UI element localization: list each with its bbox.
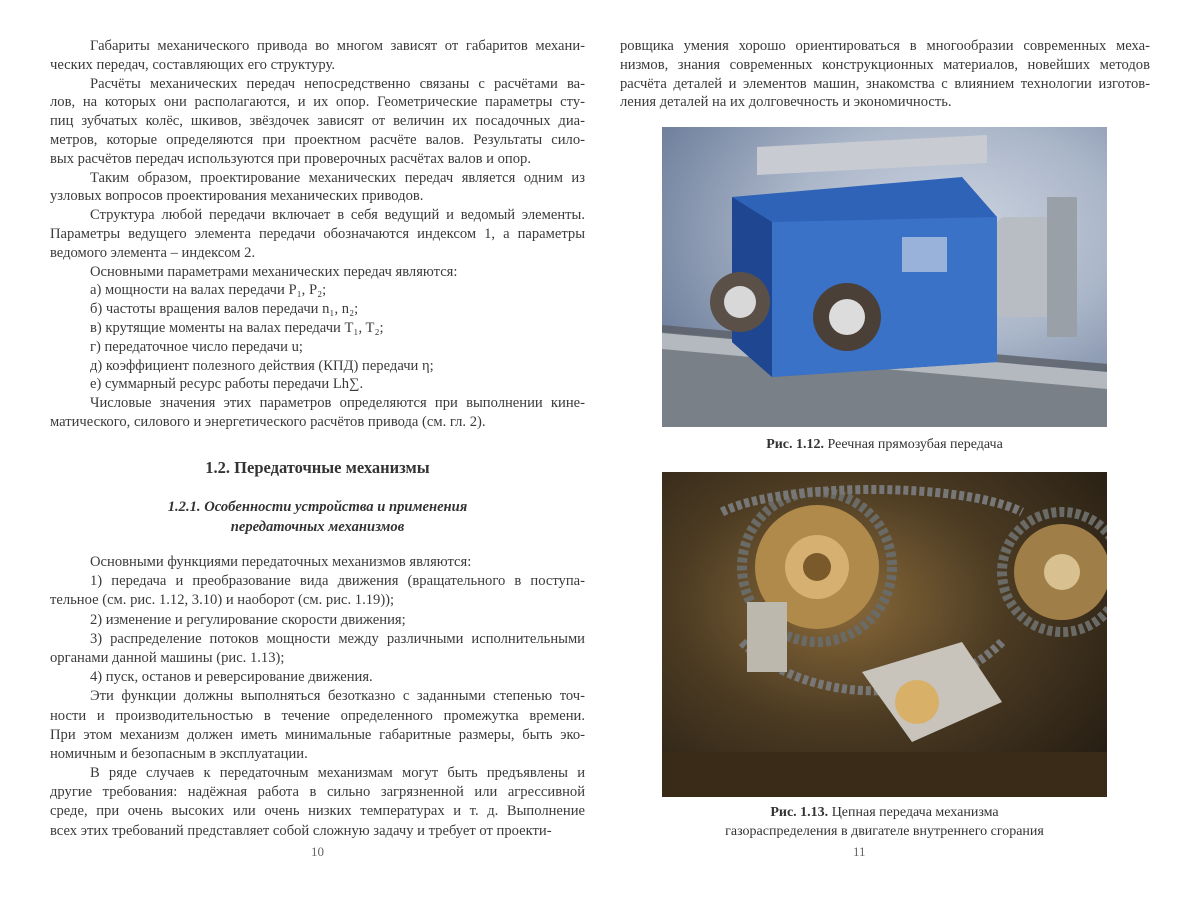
lower-text [50, 553, 585, 841]
text-line: ведомого элемента – индексом 2. [50, 244, 256, 261]
right-page [600, 0, 1200, 915]
text-line: е) суммарный ресурс работы передачи Lh∑. [90, 376, 364, 393]
figure-label: Рис. 1.13. [770, 805, 829, 820]
text-line: Основными функциями передаточных механизмов являются: [90, 554, 472, 570]
text-line: Расчёты механических передач непосредственно связаны с расчётами ва- [90, 75, 585, 92]
text-line: ровщика умения хорошо ориентироваться в многообразии современных меха- [620, 38, 1150, 54]
figure-caption-line2: газораспределения в двигателе внутреннего сгорания [725, 824, 1044, 839]
text-line: 1) передача и преобразование вида движения (вращательного в поступа- [90, 573, 585, 590]
text-line: Структура любой передачи включает в себя ведущий и ведомый элементы. [90, 207, 585, 224]
text-line: Таким образом, проектирование механических передач является одним из [90, 169, 585, 186]
text-line: расчёта деталей и элементов машин, знакомства с влиянием технологии изготов- [620, 75, 1150, 92]
text-line: всех этих требований представляет собой сложную задачу и требует от проекти- [50, 822, 552, 839]
text-line: Параметры ведущего элемента передачи обозначаются индексом 1, а параметры [50, 225, 585, 242]
figure-caption-line1 [662, 803, 1107, 822]
text-line: Основными параметрами механических передач являются: [90, 263, 458, 280]
subsection-heading [50, 497, 585, 537]
text-line: метров, которые определяются при проектном расчёте валов. Результаты сило- [50, 131, 585, 148]
rack-gear-photo [662, 127, 1107, 427]
text-line: д) коэффициент полезного действия (КПД) передачи η; [90, 357, 434, 374]
text-line: среде, при очень высоких или очень низких температурах и т. д. Выполнение [50, 803, 585, 820]
text-line: Габариты механического привода во многом зависят от габаритов механи- [90, 38, 585, 54]
section-heading: 1.2. Передаточные механизмы [205, 458, 430, 477]
text-line: ления деталей на их долговечность и экономичность. [620, 94, 952, 111]
upper-text [50, 37, 585, 432]
text-line: узловых вопросов проектирования механических приводов. [50, 188, 424, 205]
text-line: в) крутящие моменты на валах передачи T₁, T₂; [90, 319, 384, 336]
text-line: органами данной машины (рис. 1.13); [50, 649, 285, 666]
text-line: вых расчётов передач используются при проверочных расчётах валов и опор. [50, 150, 531, 167]
right-text [620, 37, 1150, 112]
figure-label: Рис. 1.12. [766, 437, 825, 452]
text-line: низмов, знания современных конструкционных материалов, новейших методов [620, 56, 1150, 73]
text-line: матического, силового и энергетического расчётов привода (см. гл. 2). [50, 413, 486, 430]
figure-caption-text: Реечная прямозубая передача [824, 437, 1003, 452]
text-line: 2) изменение и регулирование скорости движения; [90, 611, 406, 628]
text-line: 4) пуск, останов и реверсирование движения. [90, 669, 373, 686]
text-line: ческих передач, составляющих его структуру. [50, 56, 336, 73]
text-line: б) частоты вращения валов передачи n₁, n₂; [90, 301, 359, 318]
text-line: Числовые значения этих параметров определяются при выполнении кине- [90, 395, 585, 412]
figure-caption-1-12 [662, 437, 1107, 453]
text-line: номичным и безопасным в эксплуатации. [50, 745, 308, 762]
text-line: ности и производительностью в течение определенного промежутка времени. [50, 707, 585, 724]
text-line: а) мощности на валах передачи P₁, P₂; [90, 282, 327, 299]
subsection-heading-line1: 1.2.1. Особенности устройства и применения [167, 499, 468, 515]
text-line: г) передаточное число передачи u; [90, 338, 303, 355]
subsection-heading-line2: передаточных механизмов [230, 519, 405, 535]
figure-caption-text: Цепная передача механизма [828, 805, 999, 820]
text-line: В ряде случаев к передаточным механизмам могут быть предъявлены и [90, 765, 585, 782]
text-line: другие требования: надёжная работа в сильно загрязненной или агрессивной [50, 784, 585, 801]
text-line: При этом механизм должен иметь минимальные габаритные размеры, быть эко- [50, 726, 585, 743]
page-number: 11 [853, 844, 866, 859]
text-line: пиц зубчатых колёс, шкивов, звёздочек зависят от величин их посадочных диа- [50, 113, 585, 130]
text-line: тельное (см. рис. 1.12, 3.10) и наоборот (см. рис. 1.19)); [50, 592, 395, 609]
text-line: лов, на которых они располагаются, и их опор. Геометрические параметры сту- [50, 94, 585, 111]
page-number: 10 [311, 844, 324, 859]
figure-caption-1-13 [662, 803, 1107, 841]
text-line: 3) распределение потоков мощности между различными исполнительными [90, 630, 585, 647]
text-line: Эти функции должны выполняться безотказно с заданными степенью точ- [90, 688, 585, 705]
engine-timing-chain-photo [662, 472, 1107, 797]
